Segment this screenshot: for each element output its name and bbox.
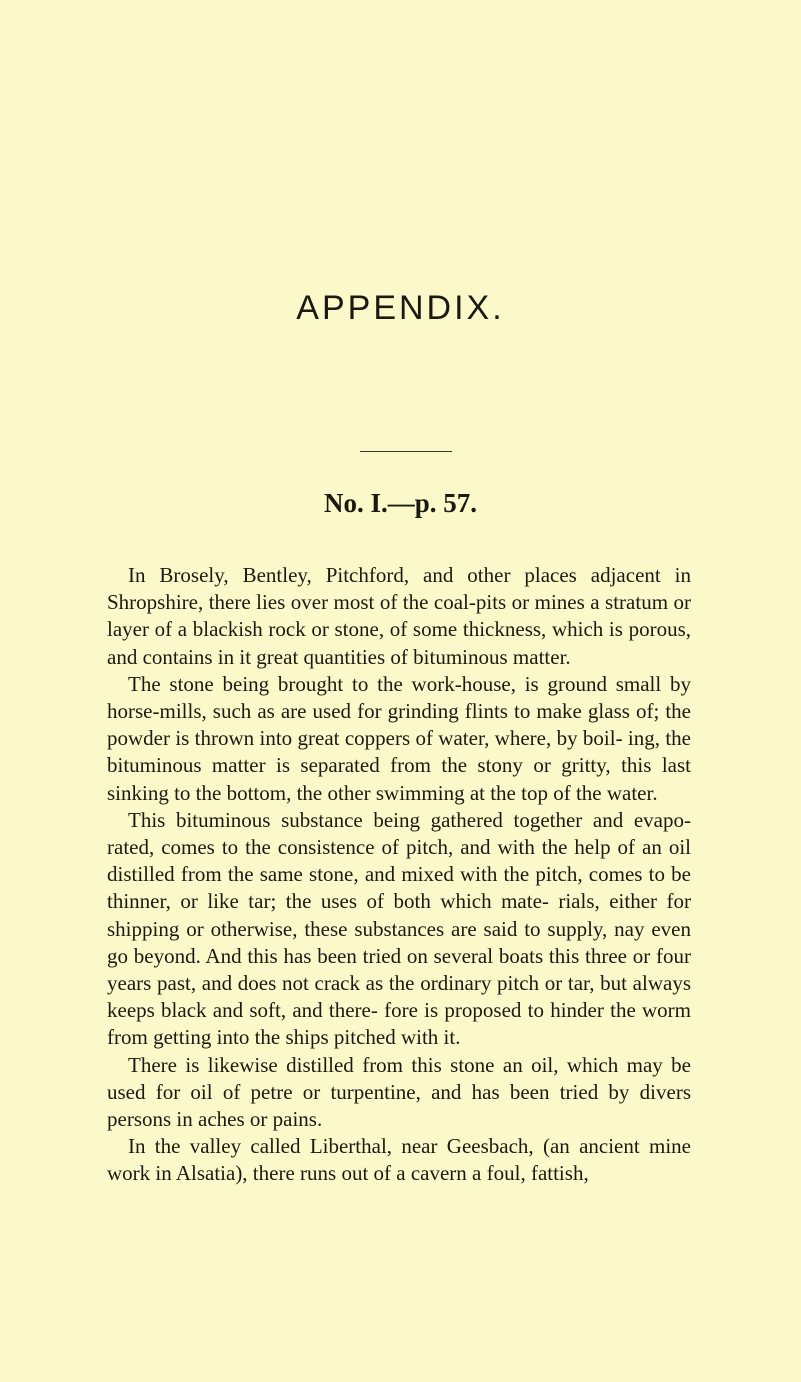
paragraph: There is likewise distilled from this stone an oil, which may be used for oil of petre or turpentine, and has been tried by divers persons in aches or pains. [107,1052,691,1132]
body-text [107,562,691,1188]
paragraph: The stone being brought to the work-house, is ground small by horse-mills, such as are used for grinding flints to make glass of; the powder is thrown into great coppers of water, where, by boil- ing, the bituminous matter is separated from the stony or gritty, this last sinking to the bottom, the other swimming at the top of the water. [107,671,691,805]
title-divider [360,451,452,452]
paragraph: In Brosely, Bentley, Pitchford, and other places adjacent in Shropshire, there lies over most of the coal-pits or mines a stratum or layer of a blackish rock or stone, of some thickness, which is porous, and contains in it great quantities of bituminous matter. [107,563,691,669]
paragraph: In the valley called Liberthal, near Geesbach, (an ancient mine work in Alsatia), there runs out of a cavern a foul, fattish, [107,1134,691,1186]
page-title: APPENDIX. [296,289,505,327]
paragraph: This bituminous substance being gathered together and evapo- rated, comes to the consistence of pitch, and with the help of an oil distilled from the same stone, and mixed with the pitch, comes to be thinner, or like tar; the uses of both which mate- rials, either for shipping or otherwise, these substances are said to supply, nay even go beyond. And this has been tried on several boats this three or four years past, and does not crack as the ordinary pitch or tar, but always keeps black and soft, and there- fore is proposed to hinder the worm from getting into the ships pitched with it. [107,807,691,1050]
section-heading: No. I.—p. 57. [323,488,478,518]
